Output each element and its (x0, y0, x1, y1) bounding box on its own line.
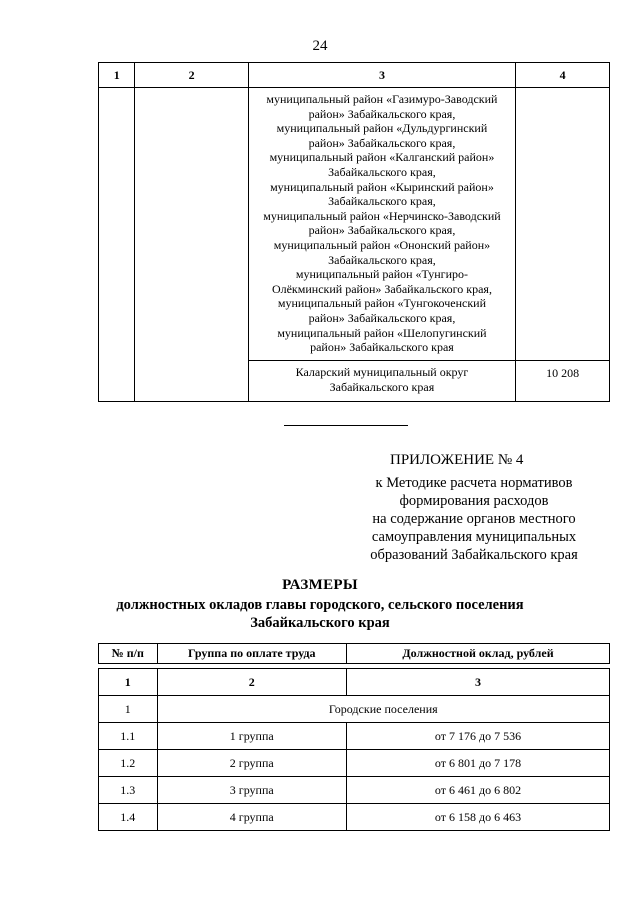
section-number: 1 (99, 696, 158, 723)
appendix-subtitle (356, 474, 592, 564)
district-line: район» Забайкальского края, (308, 310, 456, 325)
district-line: район» Забайкальского края, (308, 106, 456, 121)
appendix-line: на содержание органов местного (372, 511, 576, 527)
row-group: 1 группа (157, 723, 346, 750)
district-line: муниципальный район «Дульдургинский (276, 121, 488, 136)
row-number: 1.1 (99, 723, 158, 750)
table-header-row (99, 644, 610, 664)
column-number: 2 (157, 669, 346, 696)
row-number: 1.4 (99, 804, 158, 831)
table-cell (516, 88, 610, 361)
district-line: район» Забайкальского края, (308, 223, 456, 238)
document-subheading: Забайкальского края (250, 615, 390, 631)
divider-line (284, 425, 408, 426)
column-header: 1 (99, 63, 135, 88)
appendix-title: ПРИЛОЖЕНИЕ № 4 (390, 452, 524, 468)
column-header: 2 (135, 63, 248, 88)
district-line: муниципальный район «Нерчинско-Заводский (263, 208, 501, 223)
section-label: Городские поселения (157, 696, 609, 723)
appendix-line: формирования расходов (399, 493, 549, 509)
continued-table (98, 62, 610, 402)
row-group: 2 группа (157, 750, 346, 777)
column-number: 1 (99, 669, 158, 696)
district-line: муниципальный район «Калганский район» (269, 150, 495, 165)
district-line: Олёкминский район» Забайкальского края, (271, 281, 492, 296)
row-salary: от 6 158 до 6 463 (346, 804, 609, 831)
salary-table (98, 643, 610, 831)
row-salary: от 6 461 до 6 802 (346, 777, 609, 804)
table-row (99, 723, 610, 750)
district-line: Забайкальского края, (328, 164, 436, 179)
district-line: Забайкальского края, (328, 252, 436, 267)
column-header: 3 (248, 63, 516, 88)
okrug-cell (248, 360, 516, 401)
page-number: 24 (312, 38, 328, 54)
district-line: муниципальный район «Тунгокоченский (277, 296, 487, 311)
row-number: 1.3 (99, 777, 158, 804)
district-line: Забайкальского края, (328, 194, 436, 209)
district-line: муниципальный район «Кыринский район» (270, 179, 494, 194)
column-header: 4 (516, 63, 610, 88)
column-number-row (99, 669, 610, 696)
okrug-amount: 10 208 (516, 360, 610, 401)
table-row (99, 750, 610, 777)
district-line: муниципальный район «Газимуро-Заводский (266, 92, 498, 106)
document-heading: РАЗМЕРЫ (282, 577, 358, 593)
row-group: 3 группа (157, 777, 346, 804)
district-line: район» Забайкальского края, (308, 135, 456, 150)
row-group: 4 группа (157, 804, 346, 831)
column-header: № п/п (99, 644, 158, 664)
okrug-line: Каларский муниципальный округ (295, 364, 469, 379)
appendix-line: образований Забайкальского края (370, 547, 578, 563)
table-row (99, 88, 610, 361)
table-header-row (99, 63, 610, 88)
okrug-line: Забайкальского края (329, 379, 435, 394)
table-cell (135, 88, 248, 402)
column-number: 3 (346, 669, 609, 696)
district-line: муниципальный район «Ононский район» (273, 237, 491, 252)
appendix-line: самоуправления муниципальных (371, 529, 577, 545)
row-salary: от 7 176 до 7 536 (346, 723, 609, 750)
column-header: Группа по оплате труда (157, 644, 346, 664)
table-row (99, 777, 610, 804)
district-line: муниципальный район «Шелопугинский (277, 325, 487, 340)
districts-list-cell (248, 88, 516, 361)
row-number: 1.2 (99, 750, 158, 777)
table-cell (99, 88, 135, 402)
table-row (99, 804, 610, 831)
section-row (99, 696, 610, 723)
document-subheading: должностных окладов главы городского, сельского поселения (116, 597, 524, 613)
appendix-line: к Методике расчета нормативов (375, 475, 573, 491)
row-salary: от 6 801 до 7 178 (346, 750, 609, 777)
district-line: муниципальный район «Тунгиро- (295, 267, 469, 282)
district-line: район» Забайкальского края (310, 340, 454, 355)
column-header: Должностной оклад, рублей (346, 644, 609, 664)
